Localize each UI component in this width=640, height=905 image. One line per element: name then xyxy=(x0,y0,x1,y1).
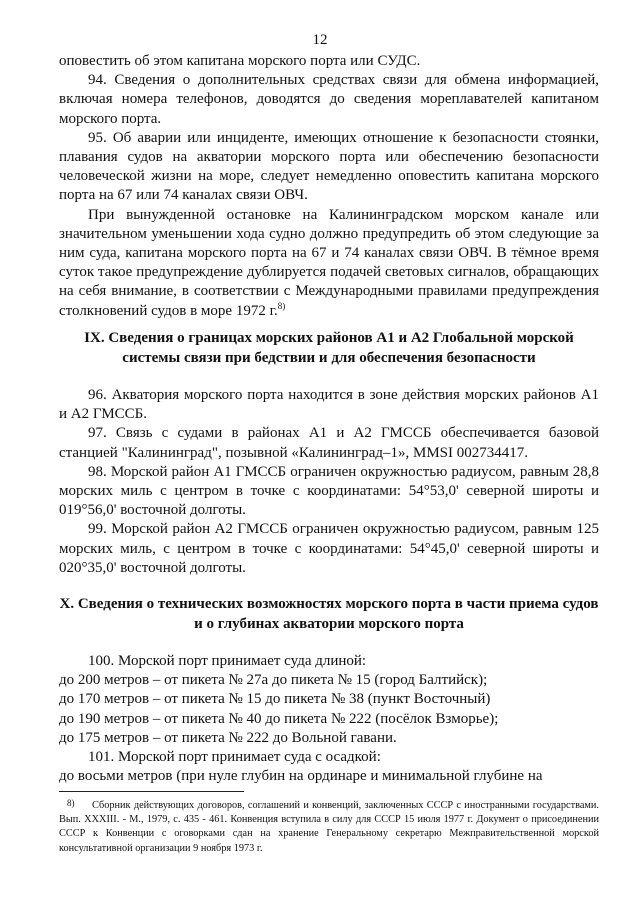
length-item: до 190 метров – от пикета № 40 до пикета № 222 (посёлок Взморье); xyxy=(59,710,499,727)
top-line: оповестить об этом капитана морского порта или СУДС. xyxy=(59,53,421,69)
paragraph-96: 96. Акватория морского порта находится в зоне действия морских районов А1 и А2 ГМССБ. xyxy=(59,387,599,423)
footnote-text: Сборник действующих договоров, соглашений и конвенций, заключенных СССР с иностранными государствами. Вып. XXXIII. - М., 1979, с. 435 - 461. Конвенция вступила в силу для СССР 15 июля 1977 г. Документ о присоединении СССР к Конвенции с оговорками сдан на хранение Генеральному секретарю Межправительственной морской консультативной организации 9 ноября 1973 г. xyxy=(59,800,599,854)
footnote-separator xyxy=(59,791,244,792)
paragraph-94: 94. Сведения о дополнительных средствах связи для обмена информацией, включая номера телефонов, доводятся до сведения мореплавателей капитаном морского порта. xyxy=(59,72,599,127)
footnote-mark: 8) xyxy=(67,798,75,808)
section-port-capacity xyxy=(59,652,599,786)
paragraph-98: 98. Морской район А1 ГМССБ ограничен окружностью радиусом, равным 28,8 морских миль с центром в точке с координатами: 54°53,0' северной широты и 019°56,0' восточной долготы. xyxy=(59,463,599,519)
paragraph-99: 99. Морской район А2 ГМССБ ограничен окружностью радиусом, равным 125 морских миль, с центром в точке с координатами: 54°45,0' северной широты и 020°35,0' восточной долготы. xyxy=(59,521,599,576)
length-item: до 175 метров – от пикета № 222 до Вольной гавани. xyxy=(59,729,397,746)
length-item: до 170 метров – от пикета № 15 до пикета № 38 (пункт Восточный) xyxy=(59,691,491,708)
paragraph-forced-stop xyxy=(59,206,599,321)
length-item: до 200 метров – от пикета № 27а до пикета № 15 (город Балтийск); xyxy=(59,672,488,689)
forced-stop-text: При вынужденной остановке на Калининградском морском канале или значительном уменьшении хода судно должно предупредить об этом следующие за ним суда, капитана морского порта на 67 и 74 каналах связи ОВЧ. В тёмное время суток такое предупреждение дублируется подачей световых сигналов, обращающих на себя внимание, в соответствии с Международными правилами предупреждения столкновений судов в море 1972 г. xyxy=(59,206,599,319)
section-comms xyxy=(59,52,599,321)
draft-line: до восьми метров (при нуле глубин на ординаре и минимальной глубине на xyxy=(59,768,543,785)
section-gmdss xyxy=(59,386,599,578)
heading-section-x: X. Сведения о технических возможностях морского порта в части приема судов и о глубинах акватории морского порта xyxy=(59,596,599,632)
paragraph-95: 95. Об аварии или инциденте, имеющих отношение к безопасности стоянки, плавания судов на акватории морского порта или обеспечению безопасности человеческой жизни на море, следует немедленно оповестить капитана морского порта на 67 или 74 каналах связи ОВЧ. xyxy=(59,129,599,204)
paragraph-101: 101. Морской порт принимает суда с осадкой: xyxy=(88,749,381,766)
heading-section-ix: IX. Сведения о границах морских районов А1 и А2 Глобальной морской системы связи при бедствии и для обеспечения безопасности xyxy=(84,330,574,366)
paragraph-97: 97. Связь с судами в районах А1 и А2 ГМССБ обеспечивается базовой станцией "Калининград", позывной «Калининград–1», MMSI 002734417. xyxy=(59,425,599,461)
page-number: 12 xyxy=(312,32,328,48)
footnote-ref: 8) xyxy=(277,300,286,311)
paragraph-100: 100. Морской порт принимает суда длиной: xyxy=(88,653,367,669)
footnote xyxy=(59,799,599,856)
